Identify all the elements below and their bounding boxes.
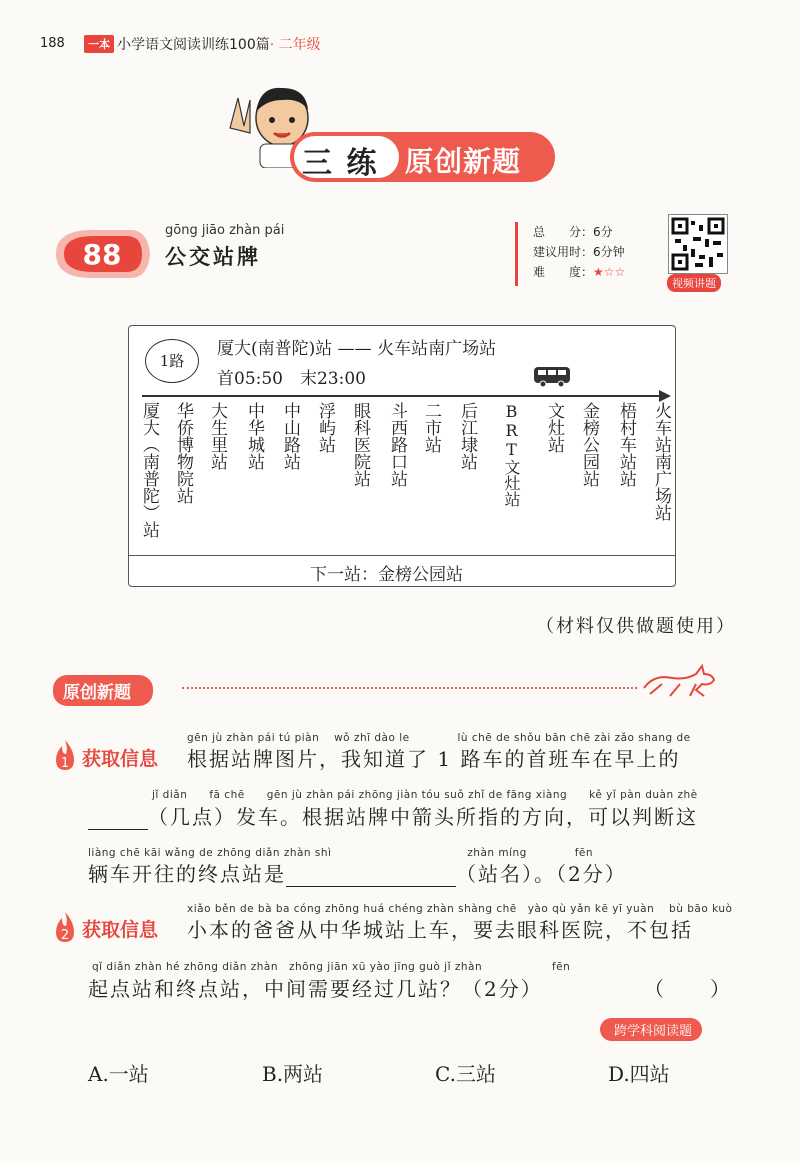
material-note: （材料仅供做题使用） bbox=[536, 616, 736, 637]
stop-9: 后江埭站 bbox=[457, 402, 477, 470]
question-1-label: 获取信息 bbox=[82, 748, 159, 770]
info-difficulty-label: 难 度： bbox=[533, 265, 594, 279]
q2-pinyin-1: xiǎo běn de bà ba cóng zhōng huá chéng zhàn shàng chē yào qù yǎn kē yī yuàn bù bāo kuò bbox=[187, 903, 733, 915]
qr-code-icon[interactable] bbox=[668, 214, 728, 274]
bus-icon bbox=[533, 366, 571, 388]
stop-5: 浮屿站 bbox=[315, 402, 335, 453]
q2-line-2: 起点站和终点站，中间需要经过几站？（2分） bbox=[88, 977, 543, 1001]
question-1-flame-icon bbox=[52, 738, 78, 772]
stop-3: 中华城站 bbox=[244, 402, 264, 470]
stop-4: 中山路站 bbox=[280, 402, 300, 470]
star-rating-icon: ★☆☆ bbox=[593, 265, 626, 279]
stop-13: 梧村车站站 bbox=[616, 402, 636, 487]
stop-8: 二市站 bbox=[421, 402, 441, 453]
route-arrow-head-icon bbox=[659, 390, 671, 402]
section-divider bbox=[182, 687, 637, 689]
route-endpoints: 厦大(南普陀)站 —— 火车站南广场站 bbox=[217, 339, 497, 359]
option-d[interactable]: D.四站 bbox=[608, 1062, 670, 1086]
stop-0: 厦大（南普陀）站 bbox=[139, 402, 159, 538]
route-number: 1路 bbox=[145, 339, 199, 383]
option-a[interactable]: A.一站 bbox=[88, 1062, 149, 1086]
q1-pinyin-3: liàng chē kāi wǎng de zhōng diǎn zhàn shì zhàn míng fēn bbox=[88, 847, 593, 859]
next-stop-label: 下一站：金榜公园站 bbox=[310, 565, 463, 585]
q2-pinyin-2: qǐ diǎn zhàn hé zhōng diǎn zhàn zhōng jiān xū yào jīng guò jǐ zhàn fēn bbox=[92, 961, 571, 973]
q1-line-2 bbox=[88, 801, 698, 830]
stop-12: 金榜公园站 bbox=[579, 402, 599, 487]
lesson-title-pinyin: gōng jiāo zhàn pái bbox=[165, 223, 285, 238]
info-time: 建议用时：6分钟 bbox=[533, 245, 625, 259]
info-box bbox=[515, 222, 658, 286]
q1-line-1: 根据站牌图片，我知道了 1 路车的首班车在早上的 bbox=[187, 747, 681, 771]
brand-logo: 一本 bbox=[84, 35, 114, 53]
question-2-label: 获取信息 bbox=[82, 919, 159, 941]
book-title bbox=[117, 34, 321, 54]
q1-line-3-text: 辆车开往的终点站是 bbox=[88, 862, 286, 886]
page-number: 188 bbox=[40, 36, 65, 51]
qr-caption: 视频讲题 bbox=[667, 274, 721, 292]
option-c[interactable]: C.三站 bbox=[435, 1062, 496, 1086]
q1-blank-station[interactable] bbox=[286, 862, 456, 887]
stop-6: 眼科医院站 bbox=[350, 402, 370, 487]
section-tag: 原创新题 bbox=[53, 675, 153, 706]
stop-10: BRT文灶站 bbox=[502, 402, 521, 507]
route-times: 首05:50 末23:00 bbox=[217, 369, 366, 389]
stop-7: 斗西路口站 bbox=[387, 402, 407, 487]
q1-pinyin-2: jǐ diǎn fā chē gēn jù zhàn pái zhōng jiàn tóu suǒ zhǐ de fāng xiàng kě yǐ pàn duàn zhè bbox=[152, 789, 698, 801]
q1-line-2-text: （几点）发车。根据站牌中箭头所指的方向，可以判断这 bbox=[148, 805, 698, 829]
stop-11: 文灶站 bbox=[544, 402, 564, 453]
stop-14: 火车站南广场站 bbox=[651, 402, 671, 521]
practice-banner bbox=[290, 132, 555, 182]
q1-line-3-end: （站名）。（2分） bbox=[456, 862, 627, 886]
q2-answer-paren[interactable]: （ ） bbox=[644, 977, 732, 1001]
q1-blank-time[interactable] bbox=[88, 805, 148, 830]
q1-line-3 bbox=[88, 858, 627, 887]
question-1-number: 1 bbox=[60, 756, 70, 771]
banner-part1: 三 练 bbox=[302, 146, 379, 181]
lesson-title: 公交站牌 bbox=[165, 245, 261, 269]
q2-line-1: 小本的爸爸从中华城站上车，要去眼科医院，不包括 bbox=[187, 918, 693, 942]
info-score: 总 分：6分 bbox=[533, 225, 613, 239]
stop-2: 大生里站 bbox=[207, 402, 227, 470]
book-grade: · 二年级 bbox=[269, 37, 321, 53]
route-arrow-line bbox=[142, 395, 662, 397]
question-2-number: 2 bbox=[60, 928, 70, 943]
lesson-number-badge bbox=[52, 226, 152, 282]
info-difficulty bbox=[518, 262, 658, 282]
option-b[interactable]: B.两站 bbox=[262, 1062, 324, 1086]
cross-subject-tag: 跨学科阅读题 bbox=[600, 1018, 702, 1041]
lesson-number: 88 bbox=[82, 238, 122, 271]
banner-part2: 原创新题 bbox=[405, 145, 522, 178]
book-title-text: 小学语文阅读训练100篇 bbox=[117, 37, 270, 53]
stop-1: 华侨博物院站 bbox=[173, 402, 193, 504]
q1-pinyin-1: gēn jù zhàn pái tú piàn wǒ zhī dào le lù chē de shǒu bān chē zài zǎo shang de bbox=[187, 732, 691, 744]
running-cat-icon bbox=[640, 660, 720, 700]
question-2-flame-icon bbox=[52, 910, 78, 944]
